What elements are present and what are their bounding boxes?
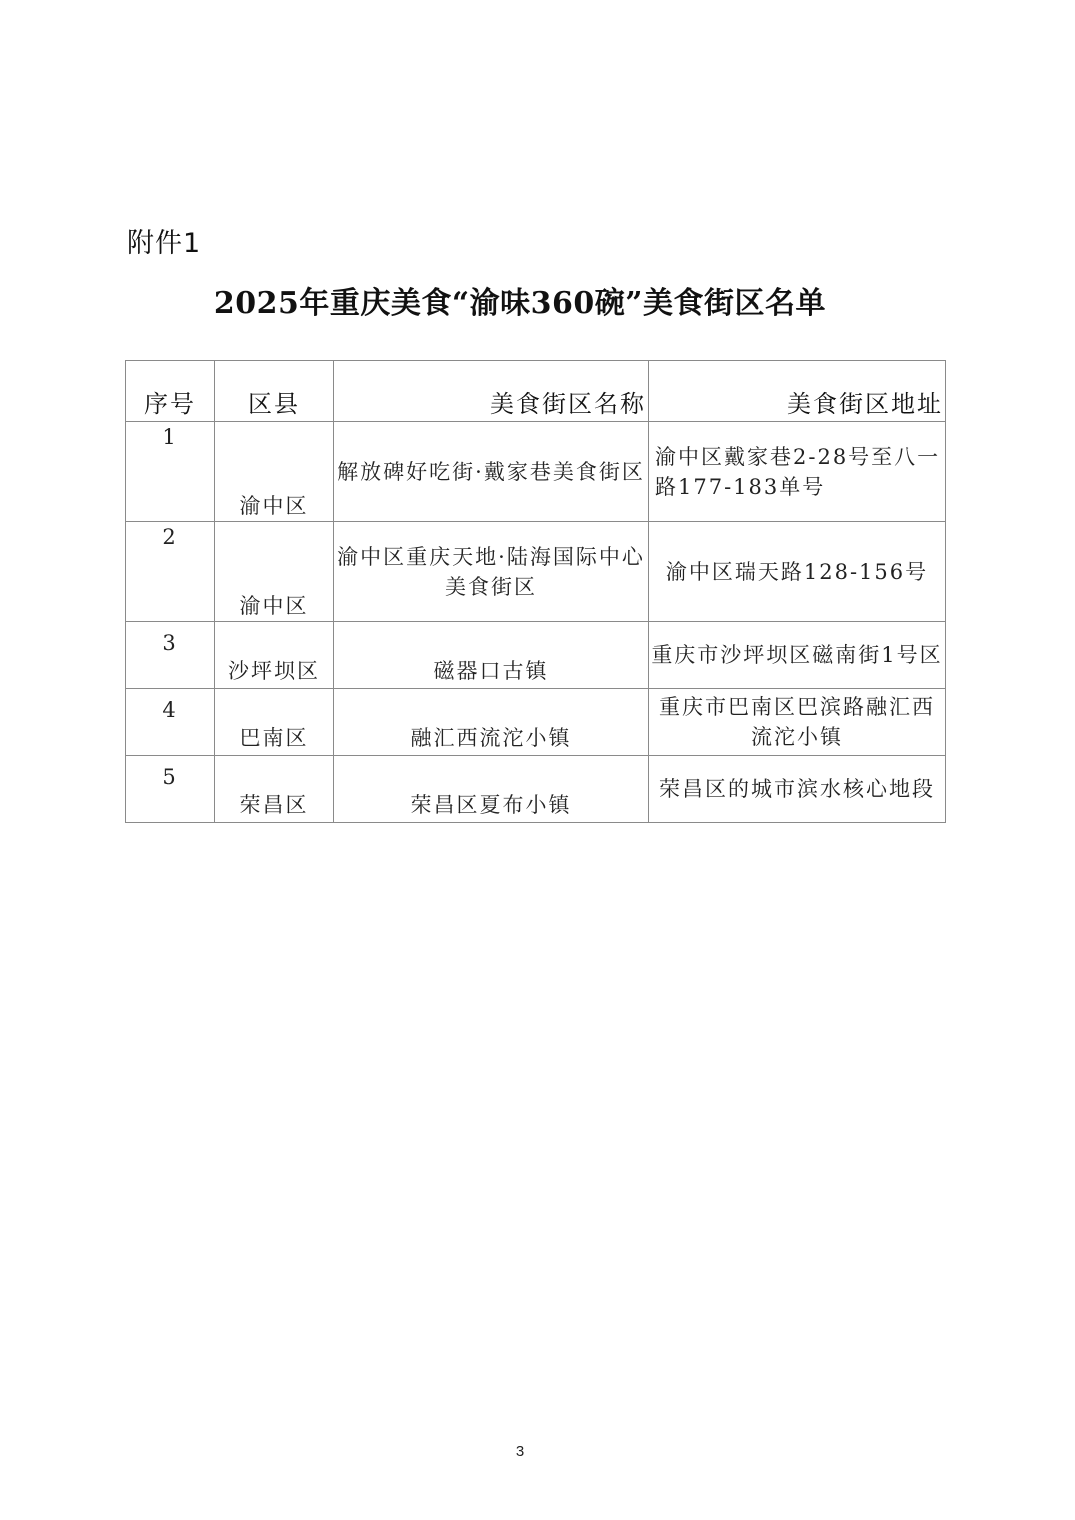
cell-address: 渝中区戴家巷2-28号至八一路177-183单号 <box>649 422 946 522</box>
cell-name: 磁器口古镇 <box>334 622 649 689</box>
cell-district: 沙坪坝区 <box>215 622 334 689</box>
food-street-table <box>125 360 946 823</box>
table-row <box>126 622 946 689</box>
cell-name: 渝中区重庆天地·陆海国际中心美食街区 <box>334 522 649 622</box>
cell-district: 渝中区 <box>215 422 334 522</box>
cell-seq-text: 5 <box>162 765 178 789</box>
table-row <box>126 422 946 522</box>
cell-address: 重庆市沙坪坝区磁南街1号区 <box>649 622 946 689</box>
header-address: 美食街区地址 <box>649 361 946 422</box>
cell-seq <box>126 756 215 823</box>
header-name: 美食街区名称 <box>334 361 649 422</box>
attachment-label: 附件1 <box>127 228 202 259</box>
cell-name: 解放碑好吃街·戴家巷美食街区 <box>334 422 649 522</box>
cell-address: 重庆市巴南区巴滨路融汇西流沱小镇 <box>649 689 946 756</box>
cell-address: 荣昌区的城市滨水核心地段 <box>649 756 946 823</box>
header-district: 区县 <box>215 361 334 422</box>
document-title: 2025年重庆美食“渝味360碗”美食街区名单 <box>213 286 827 321</box>
cell-seq-text: 4 <box>162 698 178 722</box>
table-row <box>126 756 946 823</box>
table-header-row <box>126 361 946 422</box>
cell-district: 荣昌区 <box>215 756 334 823</box>
cell-name: 融汇西流沱小镇 <box>334 689 649 756</box>
cell-seq: 1 <box>126 422 215 522</box>
cell-address: 渝中区瑞天路128-156号 <box>649 522 946 622</box>
cell-seq: 2 <box>126 522 215 622</box>
table-row <box>126 522 946 622</box>
header-seq: 序号 <box>126 361 215 422</box>
cell-name: 荣昌区夏布小镇 <box>334 756 649 823</box>
cell-seq <box>126 689 215 756</box>
table-row <box>126 689 946 756</box>
page-number: 3 <box>515 1443 525 1460</box>
cell-district: 渝中区 <box>215 522 334 622</box>
cell-district: 巴南区 <box>215 689 334 756</box>
cell-seq-text: 3 <box>162 631 178 655</box>
cell-seq <box>126 622 215 689</box>
